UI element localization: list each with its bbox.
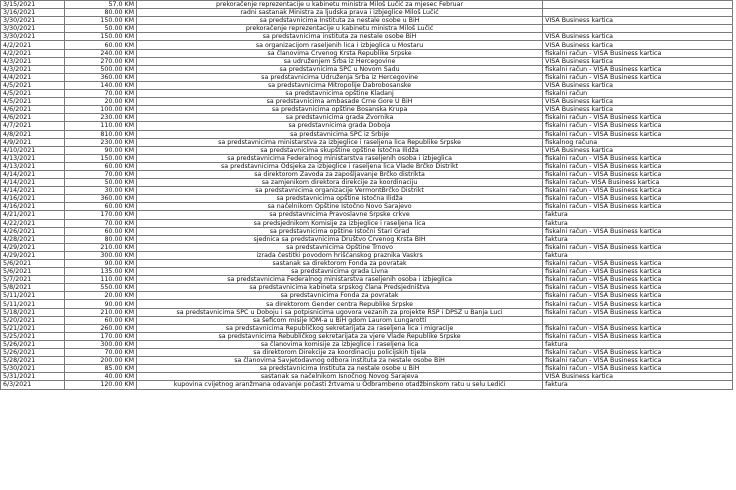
amount-cell[interactable]: 170.00 KM <box>64 211 136 219</box>
description-cell[interactable]: sa predsjednikom Komisije za izbjeglice i raseljena lica <box>137 219 543 227</box>
table-row[interactable] <box>1 308 733 316</box>
description-cell[interactable]: sa predstavnicima opštine Istočna Ilidža <box>137 195 543 203</box>
amount-cell[interactable]: 60.00 KM <box>64 203 136 211</box>
date-cell[interactable]: 3/30/2021 <box>1 33 65 41</box>
description-cell[interactable]: sa predstavnicima Pravoslavne Srpske crkve <box>137 211 543 219</box>
payment-cell[interactable]: fiskalni račun - VISA Business kartica <box>543 365 733 373</box>
amount-cell[interactable]: 50.00 KM <box>64 179 136 187</box>
date-cell[interactable]: 4/10/2021 <box>1 146 65 154</box>
amount-cell[interactable]: 80.00 KM <box>64 9 136 17</box>
date-cell[interactable]: 4/26/2021 <box>1 227 65 235</box>
date-cell[interactable]: 4/21/2021 <box>1 211 65 219</box>
description-cell[interactable]: sa predstavnicima SPC iz Srbije <box>137 130 543 138</box>
amount-cell[interactable]: 140.00 KM <box>64 81 136 89</box>
description-cell[interactable]: sa predstavnicima SPC u Novom Sadu <box>137 65 543 73</box>
date-cell[interactable]: 3/30/2021 <box>1 25 65 33</box>
amount-cell[interactable]: 20.00 KM <box>64 98 136 106</box>
payment-cell[interactable]: VISA Business kartica <box>543 373 733 381</box>
description-cell[interactable]: sa predstavnicima opštine Bosanska Krupa <box>137 106 543 114</box>
description-cell[interactable]: sa predstavnicima Mitropolije Dabrobosanske <box>137 81 543 89</box>
payment-cell[interactable]: fiskalni račun- VISA Business kartica <box>543 179 733 187</box>
amount-cell[interactable]: 150.00 KM <box>64 33 136 41</box>
date-cell[interactable]: 5/26/2021 <box>1 349 65 357</box>
table-row[interactable] <box>1 284 733 292</box>
amount-cell[interactable]: 150.00 KM <box>64 17 136 25</box>
table-row[interactable] <box>1 357 733 365</box>
table-row[interactable] <box>1 9 733 17</box>
payment-cell[interactable]: faktura <box>543 235 733 243</box>
table-row[interactable] <box>1 203 733 211</box>
description-cell[interactable]: sa predstavnicima SPC u Doboju i sa potpisnicima ugovora vezanih za projekte RSP i DPSZ u Banja Luci <box>137 308 543 316</box>
payment-cell[interactable]: VISA Business kartica <box>543 41 733 49</box>
description-cell[interactable]: sastanak sa načelnikom Isnočnog Novog Sarajeva <box>137 373 543 381</box>
payment-cell[interactable]: VISA Business kartica <box>543 81 733 89</box>
payment-cell[interactable]: VISA Business kartica <box>543 33 733 41</box>
amount-cell[interactable]: 110.00 KM <box>64 122 136 130</box>
table-row[interactable] <box>1 292 733 300</box>
table-row[interactable] <box>1 114 733 122</box>
amount-cell[interactable]: 70.00 KM <box>64 349 136 357</box>
amount-cell[interactable]: 230.00 KM <box>64 114 136 122</box>
amount-cell[interactable]: 85.00 KM <box>64 365 136 373</box>
table-row[interactable] <box>1 300 733 308</box>
amount-cell[interactable]: 70.00 KM <box>64 170 136 178</box>
payment-cell[interactable]: fiskalni račun - VISA Business kartica <box>543 300 733 308</box>
date-cell[interactable]: 4/6/2021 <box>1 114 65 122</box>
description-cell[interactable]: sa predstavnicima instituta za nestale osobe BiH <box>137 33 543 41</box>
description-cell[interactable]: sa direktorom Gender centra Republike Srpske <box>137 300 543 308</box>
amount-cell[interactable]: 300.00 KM <box>64 340 136 348</box>
amount-cell[interactable]: 70.00 KM <box>64 219 136 227</box>
amount-cell[interactable]: 70.00 KM <box>64 90 136 98</box>
description-cell[interactable]: sa direktorom Zavoda za zapošljavanje Brčko distrikta <box>137 170 543 178</box>
amount-cell[interactable]: 500.00 KM <box>64 65 136 73</box>
date-cell[interactable]: 5/11/2021 <box>1 292 65 300</box>
date-cell[interactable]: 4/29/2021 <box>1 243 65 251</box>
payment-cell[interactable]: fiskalni račun - VISA Business kartica <box>543 276 733 284</box>
payment-cell[interactable]: fiskalni račun - VISA Business kartica <box>543 349 733 357</box>
payment-cell[interactable]: fiskalni račun - VISA Business kartica <box>543 357 733 365</box>
payment-cell[interactable] <box>543 9 733 17</box>
table-row[interactable] <box>1 187 733 195</box>
date-cell[interactable]: 4/16/2021 <box>1 195 65 203</box>
table-row[interactable] <box>1 268 733 276</box>
table-row[interactable] <box>1 332 733 340</box>
payment-cell[interactable]: fiskalni račun - VISA Business kartica <box>543 284 733 292</box>
payment-cell[interactable]: fiskalni račun - VISA Business kartica <box>543 130 733 138</box>
description-cell[interactable]: sa predstavnicima Opštine Trnovo <box>137 243 543 251</box>
date-cell[interactable]: 3/15/2021 <box>1 1 65 9</box>
table-row[interactable] <box>1 146 733 154</box>
payment-cell[interactable]: fiskalni račun - VISA Business kartica <box>543 154 733 162</box>
date-cell[interactable]: 4/14/2021 <box>1 170 65 178</box>
table-row[interactable] <box>1 276 733 284</box>
amount-cell[interactable]: 300.00 KM <box>64 251 136 259</box>
table-row[interactable] <box>1 49 733 57</box>
description-cell[interactable]: sjednica sa predstavnicima Društvo Crvenog Krsta BIH <box>137 235 543 243</box>
amount-cell[interactable]: 100.00 KM <box>64 106 136 114</box>
amount-cell[interactable]: 110.00 KM <box>64 276 136 284</box>
table-row[interactable] <box>1 90 733 98</box>
description-cell[interactable]: sa članovima Savjetodavnog odbora instituta za nestale osobe BiH <box>137 357 543 365</box>
amount-cell[interactable]: 50.00 KM <box>64 25 136 33</box>
description-cell[interactable]: sa predstavnicima Instituta za nestale osobe u BiH <box>137 17 543 25</box>
amount-cell[interactable]: 135.00 KM <box>64 268 136 276</box>
description-cell[interactable]: sa predstavnicima grada Doboja <box>137 122 543 130</box>
description-cell[interactable]: sa udruženjem Srba iz Hercegovine <box>137 57 543 65</box>
table-row[interactable] <box>1 340 733 348</box>
date-cell[interactable]: 5/6/2021 <box>1 268 65 276</box>
payment-cell[interactable]: fiskalni račun - VISA Business kartica <box>543 243 733 251</box>
payment-cell[interactable]: VISA Business kartica <box>543 98 733 106</box>
amount-cell[interactable]: 90.00 KM <box>64 146 136 154</box>
table-row[interactable] <box>1 219 733 227</box>
date-cell[interactable]: 5/8/2021 <box>1 284 65 292</box>
payment-cell[interactable]: fiskalni račun - VISA Business kartica <box>543 170 733 178</box>
description-cell[interactable]: sa predstavnicima Rebubličkog sekretarijata za vjere Vlade Republike Srpske <box>137 332 543 340</box>
date-cell[interactable]: 4/8/2021 <box>1 130 65 138</box>
payment-cell[interactable]: fiskalni račun - VISA Business kartica <box>543 195 733 203</box>
payment-cell[interactable]: fiskalni račun - VISA Business kartica <box>543 268 733 276</box>
date-cell[interactable]: 4/16/2021 <box>1 203 65 211</box>
table-row[interactable] <box>1 243 733 251</box>
date-cell[interactable]: 4/28/2021 <box>1 235 65 243</box>
payment-cell[interactable] <box>543 25 733 33</box>
date-cell[interactable]: 4/22/2021 <box>1 219 65 227</box>
date-cell[interactable]: 4/5/2021 <box>1 81 65 89</box>
payment-cell[interactable]: VISA Business kartica <box>543 146 733 154</box>
description-cell[interactable]: izrada čestitki povodom hrišćanskog praznika Vaskrs <box>137 251 543 259</box>
payment-cell[interactable]: fiskalni račun - VISA Business kartica <box>543 187 733 195</box>
payment-cell[interactable]: fiskalni račun - VISA Business kartica <box>543 114 733 122</box>
payment-cell[interactable]: fiskalni račun - VISA Business kartica <box>543 122 733 130</box>
date-cell[interactable]: 5/11/2021 <box>1 300 65 308</box>
table-row[interactable] <box>1 324 733 332</box>
payment-cell[interactable]: fiskalni račun - VISA Business kartica <box>543 324 733 332</box>
description-cell[interactable]: sastanak sa direktorom Fonda za povratak <box>137 260 543 268</box>
amount-cell[interactable]: 60.00 KM <box>64 41 136 49</box>
amount-cell[interactable]: 80.00 KM <box>64 235 136 243</box>
date-cell[interactable]: 4/2/2021 <box>1 49 65 57</box>
description-cell[interactable]: sa predstavnicima Udruženja Srba iz Hercegovine <box>137 73 543 81</box>
date-cell[interactable]: 5/7/2021 <box>1 276 65 284</box>
table-row[interactable] <box>1 81 733 89</box>
description-cell[interactable]: sa predstavnicima skupštine opštine Istočna Ilidža <box>137 146 543 154</box>
amount-cell[interactable]: 240.00 KM <box>64 49 136 57</box>
table-row[interactable] <box>1 211 733 219</box>
payment-cell[interactable]: fiskalni račun - VISA Business kartica <box>543 308 733 316</box>
table-row[interactable] <box>1 73 733 81</box>
amount-cell[interactable]: 210.00 KM <box>64 243 136 251</box>
description-cell[interactable]: sa šeficom misije IOM-a u BiH gdom Laurom Lungarotti <box>137 316 543 324</box>
date-cell[interactable]: 6/3/2021 <box>1 381 65 389</box>
description-cell[interactable]: sa predstavnicima kabineta srpskog člana Predsjedništva <box>137 284 543 292</box>
table-row[interactable] <box>1 106 733 114</box>
description-cell[interactable]: sa predstavnicima opštine Istočni Stari Grad <box>137 227 543 235</box>
table-row[interactable] <box>1 57 733 65</box>
expense-rows <box>1 1 733 390</box>
payment-cell[interactable] <box>543 1 733 9</box>
description-cell[interactable]: sa predstavnicima grada Zvornika <box>137 114 543 122</box>
table-row[interactable] <box>1 154 733 162</box>
amount-cell[interactable]: 60.00 KM <box>64 227 136 235</box>
date-cell[interactable]: 5/31/2021 <box>1 373 65 381</box>
payment-cell[interactable]: fiskalni račun - VISA Business kartica <box>543 162 733 170</box>
description-cell[interactable]: sa predstavnicima Fonda za povratak <box>137 292 543 300</box>
description-cell[interactable]: prekoračenje reprezentacije u kabinetu ministra Miloš Lučić za mjesec Februar <box>137 1 543 9</box>
payment-cell[interactable]: faktura <box>543 251 733 259</box>
amount-cell[interactable]: 40.00 KM <box>64 373 136 381</box>
description-cell[interactable]: sa članovima Crvenog Krsta Republike Srpske <box>137 49 543 57</box>
date-cell[interactable]: 5/20/2021 <box>1 316 65 324</box>
payment-cell[interactable] <box>543 316 733 324</box>
date-cell[interactable]: 5/26/2021 <box>1 340 65 348</box>
date-cell[interactable]: 5/30/2021 <box>1 365 65 373</box>
table-row[interactable] <box>1 179 733 187</box>
amount-cell[interactable]: 60.00 KM <box>64 162 136 170</box>
description-cell[interactable]: sa predstavnicima organizacije VermontBrčko Distrikt <box>137 187 543 195</box>
amount-cell[interactable]: 60.00 KM <box>64 316 136 324</box>
table-row[interactable] <box>1 17 733 25</box>
payment-cell[interactable]: VISA Business kartica <box>543 57 733 65</box>
description-cell[interactable]: sa načelnikom Opštine Istočno Novo Sarajevo <box>137 203 543 211</box>
description-cell[interactable]: sa predstavnicima Federalnog ministarstva raseljenih osoba i izbjeglica <box>137 154 543 162</box>
date-cell[interactable]: 4/6/2021 <box>1 106 65 114</box>
payment-cell[interactable]: faktura <box>543 211 733 219</box>
date-cell[interactable]: 5/6/2021 <box>1 260 65 268</box>
date-cell[interactable]: 4/3/2021 <box>1 57 65 65</box>
date-cell[interactable]: 4/13/2021 <box>1 162 65 170</box>
date-cell[interactable]: 4/9/2021 <box>1 138 65 146</box>
payment-cell[interactable]: fiskalni račun <box>543 90 733 98</box>
table-row[interactable] <box>1 25 733 33</box>
table-row[interactable] <box>1 235 733 243</box>
table-row[interactable] <box>1 251 733 259</box>
amount-cell[interactable]: 550.00 KM <box>64 284 136 292</box>
description-cell[interactable]: sa predstavnicima Federalnog ministarstva raseljenih osoba i izbjeglica <box>137 276 543 284</box>
amount-cell[interactable]: 230.00 KM <box>64 138 136 146</box>
date-cell[interactable]: 5/18/2021 <box>1 308 65 316</box>
amount-cell[interactable]: 30.00 KM <box>64 187 136 195</box>
table-row[interactable] <box>1 1 733 9</box>
description-cell[interactable]: sa predstavnicima Instituta za nestale osobe u BiH <box>137 365 543 373</box>
amount-cell[interactable]: 260.00 KM <box>64 324 136 332</box>
amount-cell[interactable]: 270.00 KM <box>64 57 136 65</box>
amount-cell[interactable]: 120.00 KM <box>64 381 136 389</box>
payment-cell[interactable]: faktura <box>543 381 733 389</box>
amount-cell[interactable]: 150.00 KM <box>64 154 136 162</box>
amount-cell[interactable]: 360.00 KM <box>64 195 136 203</box>
date-cell[interactable]: 4/13/2021 <box>1 154 65 162</box>
amount-cell[interactable]: 210.00 KM <box>64 308 136 316</box>
date-cell[interactable]: 4/29/2021 <box>1 251 65 259</box>
table-row[interactable] <box>1 365 733 373</box>
payment-cell[interactable]: fiskalni račun - VISA Business kartica <box>543 292 733 300</box>
table-row[interactable] <box>1 98 733 106</box>
description-cell[interactable]: sa predstavnicima grada Livna <box>137 268 543 276</box>
date-cell[interactable]: 5/25/2021 <box>1 332 65 340</box>
table-row[interactable] <box>1 381 733 389</box>
description-cell[interactable]: sa predstavnicima Odsjeka za izbjeglice i raseljena lica Vlade Brčko Distrikt <box>137 162 543 170</box>
payment-cell[interactable]: fiskalni račun - VISA Business kartica <box>543 260 733 268</box>
payment-cell[interactable]: VISA Business kartica <box>543 17 733 25</box>
description-cell[interactable]: sa predstavnicima opštine Kladanj <box>137 90 543 98</box>
description-cell[interactable]: prekoračenje reprezentacije u kabinetu ministra Miloš Lučić <box>137 25 543 33</box>
table-row[interactable] <box>1 373 733 381</box>
date-cell[interactable]: 5/21/2021 <box>1 324 65 332</box>
description-cell[interactable]: sa direktorom Direkcije za koordinaciju policijskih tijela <box>137 349 543 357</box>
amount-cell[interactable]: 360.00 KM <box>64 73 136 81</box>
payment-cell[interactable]: faktura <box>543 219 733 227</box>
date-cell[interactable]: 4/3/2021 <box>1 65 65 73</box>
amount-cell[interactable]: 200.00 KM <box>64 357 136 365</box>
amount-cell[interactable]: 810.00 KM <box>64 130 136 138</box>
date-cell[interactable]: 4/14/2021 <box>1 179 65 187</box>
table-row[interactable] <box>1 33 733 41</box>
table-row[interactable] <box>1 170 733 178</box>
date-cell[interactable]: 4/5/2021 <box>1 98 65 106</box>
payment-cell[interactable]: fiskalni račun - VISA Business kartica <box>543 203 733 211</box>
table-row[interactable] <box>1 162 733 170</box>
date-cell[interactable]: 4/7/2021 <box>1 122 65 130</box>
table-row[interactable] <box>1 260 733 268</box>
payment-cell[interactable]: fiskalni račun - VISA Business kartica <box>543 65 733 73</box>
payment-cell[interactable]: fiskalni račun - VISA Business kartica <box>543 332 733 340</box>
amount-cell[interactable]: 57.0 KM <box>64 1 136 9</box>
date-cell[interactable]: 3/16/2021 <box>1 9 65 17</box>
amount-cell[interactable]: 90.00 KM <box>64 260 136 268</box>
date-cell[interactable]: 3/30/2021 <box>1 17 65 25</box>
description-cell[interactable]: radni sastanak Ministra za ljudska prava i izbjeglice Miloš Lučić <box>137 9 543 17</box>
description-cell[interactable]: sa predstavnicima ambasade Crne Gore U BiH <box>137 98 543 106</box>
table-row[interactable] <box>1 130 733 138</box>
description-cell[interactable]: sa predstavnicima ministarstva za izbjeglice i raseljena lica Republike Srpske <box>137 138 543 146</box>
date-cell[interactable]: 5/28/2021 <box>1 357 65 365</box>
date-cell[interactable]: 4/2/2021 <box>1 41 65 49</box>
payment-cell[interactable]: fiskalnog računa <box>543 138 733 146</box>
payment-cell[interactable]: VISA Business kartica <box>543 106 733 114</box>
amount-cell[interactable]: 90.00 KM <box>64 300 136 308</box>
table-row[interactable] <box>1 316 733 324</box>
amount-cell[interactable]: 20.00 KM <box>64 292 136 300</box>
payment-cell[interactable]: fiskalni račun - VISA Business kartica <box>543 227 733 235</box>
payment-cell[interactable]: faktura <box>543 340 733 348</box>
date-cell[interactable]: 4/5/2021 <box>1 90 65 98</box>
table-row[interactable] <box>1 65 733 73</box>
amount-cell[interactable]: 170.00 KM <box>64 332 136 340</box>
description-cell[interactable]: sa organizacijom raseljenih lica i izbjeglica u Mostaru <box>137 41 543 49</box>
table-row[interactable] <box>1 195 733 203</box>
table-row[interactable] <box>1 122 733 130</box>
date-cell[interactable]: 4/14/2021 <box>1 187 65 195</box>
table-row[interactable] <box>1 349 733 357</box>
table-row[interactable] <box>1 227 733 235</box>
table-row[interactable] <box>1 138 733 146</box>
table-row[interactable] <box>1 41 733 49</box>
payment-cell[interactable]: fiskalni račun - VISA Business kartica <box>543 49 733 57</box>
payment-cell[interactable]: fiskalni račun - VISA Business kartica <box>543 73 733 81</box>
date-cell[interactable]: 4/4/2021 <box>1 73 65 81</box>
description-cell[interactable]: sa zamjenikom direktora direkcije za koordinaciju <box>137 179 543 187</box>
description-cell[interactable]: sa predstavnicima Republičkog sekretarijata za raseljena lica i migracije <box>137 324 543 332</box>
description-cell[interactable]: kupovina cvijetnog aranžmana odavanje počasti žrtvama u Odbrambeno otadžbinskom ratu u selu Ledići <box>137 381 543 389</box>
description-cell[interactable]: sa članovima komisije za izbjeglice i raseljena lica <box>137 340 543 348</box>
